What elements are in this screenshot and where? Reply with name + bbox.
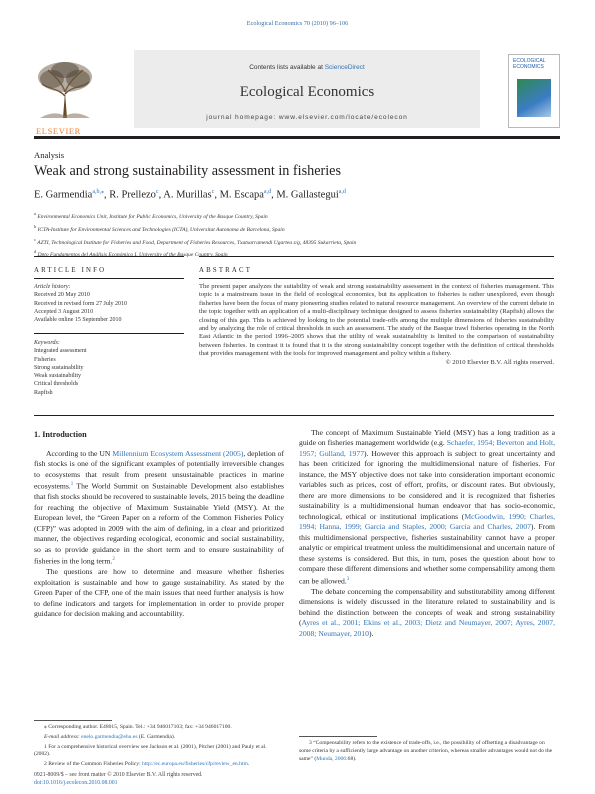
keyword: Fisheries [34, 356, 56, 363]
author-separator: , [214, 189, 220, 201]
footnotes-right [299, 740, 555, 765]
body-column-left [34, 449, 284, 620]
affiliation-marker: d [34, 249, 37, 255]
affiliation-text: Environmental Economics Unit, Institute for Public Economics, University of the Basque Country, Spain [35, 213, 268, 220]
abstract-end-rule [34, 415, 554, 416]
affiliations [34, 209, 554, 260]
issn-line: 0921-8009/$ – see front matter © 2010 Elsevier B.V. All rights reserved. [34, 772, 203, 778]
email-note [34, 734, 284, 742]
keywords-block [34, 339, 184, 397]
footnote-2 [34, 761, 284, 769]
article-history [34, 283, 184, 324]
author-separator: , [271, 189, 277, 201]
history-line: Received in revised form 27 July 2010 [34, 300, 127, 307]
citation-link[interactable]: Millennium Ecosystem Assessment (2005) [112, 449, 244, 458]
front-matter-line [34, 772, 203, 787]
paragraph-text: ). However this approach is subject to great uncertainty and has been criticized for ignoring the multidimensional nature of fisheries. For instance, the MSY objective does not take into consideration important economic variables such as prices, cost of effort, profits, or discount rates. But obviously, there are more dimensions to be considered and it is recognized that fisheries sustainability is a multidimensional human endeavor that has socio-economic, technological, ethical or institutional implications ( [299, 448, 555, 521]
affiliation-line [34, 235, 554, 248]
email-link[interactable]: enelo.garmendia@ehu.es [81, 733, 138, 740]
author-affiliation-marker[interactable]: c [155, 189, 159, 195]
header-rule [34, 136, 560, 139]
keyword: Strong sustainability [34, 364, 84, 371]
footnote-3-text: 3 “Compensability refers to the existence of trade-offs, i.e., the possibility of offsetting a disadvantage on some criteria by a sufficiently large advantage on another criterion, whereas smaller advantages would not do the same” ( [299, 740, 553, 762]
paragraph-text: ). [368, 628, 374, 638]
journal-title: Ecological Economics [239, 84, 375, 100]
footnote-3-suffix: :68). [346, 755, 357, 762]
author-list [34, 188, 346, 201]
author-name: A. Murillas [163, 189, 212, 201]
homepage-link[interactable]: www.elsevier.com/locate/ecolecon [278, 114, 408, 121]
keyword: Critical thresholds [34, 381, 79, 388]
munda-link[interactable]: Munda, 2006 [316, 755, 347, 762]
author-affiliation-marker[interactable]: a,b,⁎ [92, 189, 104, 195]
abstract-copyright: © 2010 Elsevier B.V. All rights reserved. [445, 358, 554, 366]
author-separator: , [158, 189, 164, 201]
article-info-heading: ARTICLE INFO [34, 267, 107, 274]
author-separator: , [103, 189, 110, 201]
contents-line [134, 64, 480, 71]
email-suffix: (E. Garmendia). [137, 733, 176, 740]
citation-link[interactable]: Schaefer, 1954; Beverton and Holt, 1957; Gulland, 1977 [299, 438, 555, 458]
doi-link[interactable]: doi:10.1016/j.ecolecon.2010.08.001 [34, 779, 118, 786]
footnote-2-text: 2 Review of the Common Fisheries Policy: [44, 761, 143, 768]
footnote-3 [299, 740, 555, 763]
footnote-marker[interactable]: 1 [70, 482, 74, 488]
info-rule-bottom [34, 278, 184, 279]
footnotes-left [34, 724, 284, 771]
cover-title: ECOLOGICAL ECONOMICS [513, 58, 546, 70]
footnote-rule-right [299, 736, 377, 737]
cover-image [517, 79, 551, 117]
paper-title: Weak and strong sustainability assessment in fisheries [34, 163, 341, 179]
elsevier-logo [34, 58, 96, 136]
info-rule-top [34, 256, 184, 257]
author-name: M. Escapa [219, 189, 264, 201]
intro-paragraph-2: The questions are how to determine and measure whether fisheries exploitation is sustainable and how to gauge sustainability. As stated by the Green Paper of the CFP, one of the main issues that need further analysis is how to define indicators and targets for implementation in order to provide proper guidance for decision making and accountability. [34, 567, 284, 619]
affiliation-marker: b [34, 223, 37, 229]
abstract-body [199, 283, 554, 367]
history-label: Article history: [34, 284, 71, 290]
affiliation-marker: a [34, 211, 36, 216]
paragraph-text: ). From this multidimensional perspective, fisheries sustainability cannot have a proper analytic or empirical treatment unless the multidimensional and uncertain nature of these systems is considered. But this, in turn, poses the question about how to compare these different dimensions and whether some compensability among them can be allowed. [299, 522, 555, 586]
info-divider [34, 333, 184, 334]
keywords-label: Keywords: [34, 340, 60, 346]
paragraph-text: The concept of Maximum Sustainable Yield (MSY) has a long tradition as a guide on fisheries management worldwide (e.g. [299, 428, 555, 448]
sciencedirect-link[interactable]: ScienceDirect [324, 64, 365, 71]
abstract-text: The present paper analyzes the suitability of weak and strong sustainability assessment in the context of fisheries management. This topic is a mainstream issue in the field of ecological economics, but its application to fisheries is rather unexplored, even though fisheries have been the focus of many pioneering studies related to natural resource management. An overview of the current debate in the topic together with an application of a multi-disciplinary technique designed to assess fisheries sustainability (Rapfish) allows the closing of this gap. This is achieved by looking to the potential trade-offs among the multiple dimensions of fisheries sustainability and by analyzing the role of critical thresholds in such an assessment. The study of the Basque trawl fisheries operating in the North East Atlantic in the period 1996–2005 shows that the utility of weak sustainability is limited to the comparison of sustainability between fisheries. In contrast it is found that it is the strong sustainability concept together with the definition of critical thresholds that provides management with the tools for improved management and policy within a fishery. [199, 283, 555, 358]
abstract-rule-bottom [199, 278, 554, 279]
keyword: Weak sustainability [34, 373, 82, 380]
author-affiliation-marker[interactable]: a,d [338, 189, 346, 195]
keyword: Rapfish [34, 389, 53, 396]
footnote-1: 1 For a comprehensive historical overview see Jackson et al. (2001), Pitcher (2001) and Pauly et al. (2002). [34, 743, 267, 758]
author-affiliation-marker[interactable]: a,d [263, 189, 272, 195]
history-line: Available online 15 September 2010 [34, 317, 122, 324]
keyword: Integrated assessment [34, 348, 87, 355]
history-line: Accepted 3 August 2010 [34, 308, 94, 315]
section-label: Analysis [34, 150, 65, 160]
contents-prefix: Contents lists available at [249, 64, 325, 71]
intro-paragraph-1 [34, 449, 284, 567]
introduction-heading: 1. Introduction [34, 430, 87, 439]
paragraph-text: According to the UN [46, 449, 113, 458]
intro-paragraph-4 [299, 587, 555, 639]
footnote-marker[interactable]: 3 [346, 576, 350, 582]
journal-reference[interactable]: Ecological Economics 70 (2010) 96–106 [246, 20, 349, 27]
paragraph-text: , depletion of fish stocks is one of the significant examples of potentially irreversible changes to ecosystems that result from present unsustainable practices in marine ecosystems. [34, 449, 284, 491]
publisher-name: ELSEVIER [36, 126, 81, 136]
footnote-2-suffix: . [247, 761, 250, 768]
journal-homepage [134, 114, 480, 121]
corresponding-author-note: ⁎ Corresponding author. E48015, Spain. Tel.: +34 946017103; fax: +34 946017100. [44, 724, 232, 730]
body-column-right [299, 428, 555, 639]
affiliation-text: AZTI, Technological Institute for Fisheries and Food, Department of Fisheries Resources, Txatxarramendi Ugartea z/g, 48395 Sukarrieta, Spain [35, 239, 357, 246]
intro-paragraph-3 [299, 428, 555, 587]
email-label: E-mail address: [44, 733, 80, 740]
affiliation-text: ICTA-Institute for Environmental Sciences and Technologies (ICTA), Universitat Autonoma de Barcelona, Spain [36, 226, 285, 233]
author-affiliation-marker[interactable]: c [211, 189, 215, 195]
history-line: Received 20 May 2010 [34, 292, 90, 299]
author-name: E. Garmendia [34, 189, 93, 201]
affiliation-text: Basque [177, 252, 194, 259]
homepage-prefix: journal homepage: [206, 114, 279, 121]
journal-header [34, 50, 560, 136]
abstract-heading: ABSTRACT [199, 267, 253, 274]
paragraph-text: The debate concerning the compensability and substitutability among different dimensions is widely discussed in the literature related to sustainability and is behind the distinction between the concepts of weak and strong sustainability ( [299, 586, 555, 628]
elsevier-tree-icon [34, 58, 96, 120]
author-name: M. Gallastegui [276, 189, 339, 201]
affiliation-line [34, 209, 554, 222]
citation-link[interactable]: Ayres et al., 2001; Ekins et al., 2003; Dietz and Neumayer, 2007; Ayres, 2007, 2008; Neumayer, 2010 [299, 618, 555, 638]
abstract-rule-top [199, 256, 554, 257]
affiliation-line [34, 222, 554, 235]
author-name: R. Prellezo [109, 189, 156, 201]
citation-link[interactable]: McGoodwin, 1990; Charles, 1994; Hanna, 1999; Garcia and Staples, 2000; Garcia and Charles, 2007 [299, 511, 555, 532]
affiliation-marker: c [34, 236, 36, 242]
journal-cover-thumbnail[interactable] [508, 54, 560, 128]
footnote-marker[interactable]: 2 [112, 557, 115, 563]
paragraph-text: The World Summit on Sustainable Development also establishes that fish stocks should be recovered to sustainable levels, 2015 being the deadline for reaching the objective of Maximum Sustainable Yield (MSY). At the European level, the “Green Paper on a reform of the Common Fisheries Policy (CFP)” was adopted in 2009 with the aim of defining, in a clear and prioritized manner, the objectives regarding ecological, economic and social sustainability, so as to provide guidance in the short term and to ensure sustainability of fisheries in the long term. [34, 482, 284, 566]
footnote-rule-left [34, 720, 112, 721]
affiliation-line [34, 247, 554, 260]
cfp-review-link[interactable]: http://ec.europa.eu/fisheries/cfp/review_en.htm [142, 761, 248, 768]
